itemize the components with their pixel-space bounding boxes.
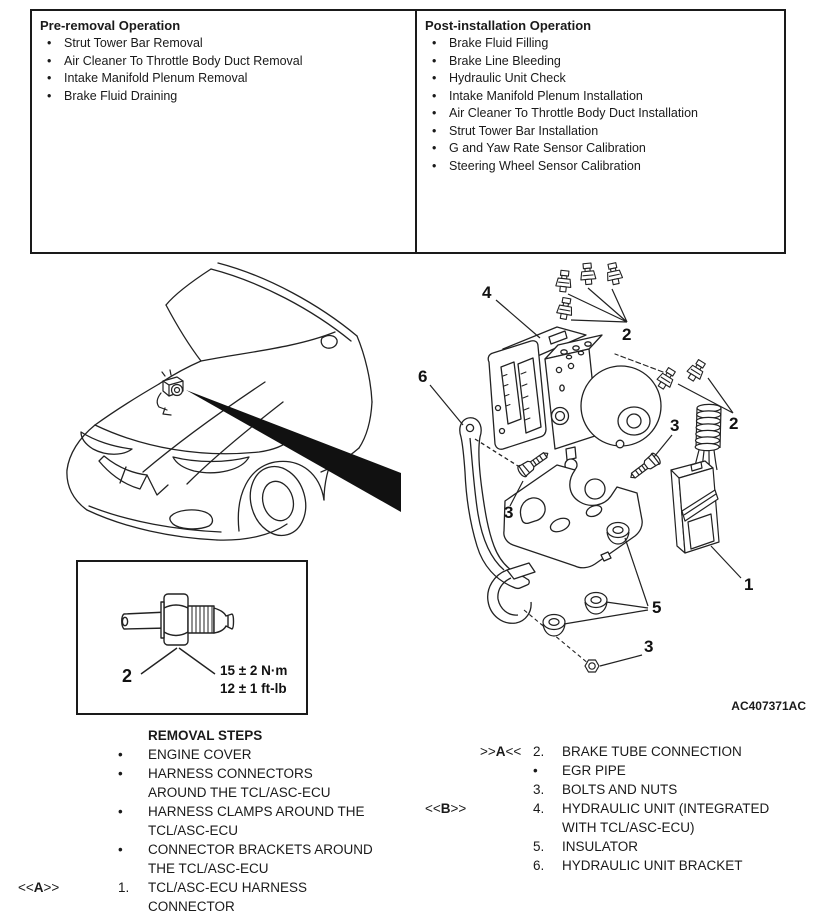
bullet-icon: • (47, 71, 52, 85)
callout-1: 1 (744, 575, 754, 594)
bullet-icon: • (47, 88, 52, 103)
list-item: • Air Cleaner To Throttle Body Duct Removal (40, 53, 407, 71)
list-item: • Hydraulic Unit Check (425, 70, 776, 88)
figure-code: AC407371AC (731, 699, 806, 713)
step-item: • HARNESS CONNECTORS AROUND THE TCL/ASC-ECU (118, 766, 331, 800)
bullet-icon: • (432, 36, 437, 50)
vehicle-location-illustration (25, 260, 435, 555)
step-number: 3. (533, 782, 545, 797)
step-number: 5. (533, 839, 545, 854)
post-installation-title: Post-installation Operation (425, 18, 592, 33)
step-item: • CONNECTOR BRACKETS AROUND THE TCL/ASC-ECU (118, 842, 373, 876)
step-number: 4. (533, 801, 545, 816)
step-item: 3. BOLTS AND NUTS (533, 782, 678, 797)
bullet-icon: • (533, 763, 538, 778)
callout-2: 2 (729, 414, 739, 433)
list-item: • G and Yaw Rate Sensor Calibration (425, 140, 776, 158)
step-number: 1. (118, 880, 130, 895)
torque-value-ftlb: 12 ± 1 ft-lb (220, 681, 287, 696)
step-item: • ENGINE COVER (118, 747, 252, 762)
list-item: • Strut Tower Bar Removal (40, 35, 407, 53)
list-item: • Strut Tower Bar Installation (425, 123, 776, 141)
bullet-icon: • (432, 158, 437, 173)
list-item: • Steering Wheel Sensor Calibration (425, 158, 776, 176)
step-item: • HARNESS CLAMPS AROUND THE TCL/ASC-ECU (118, 804, 365, 838)
step-item: >>A<< 2. BRAKE TUBE CONNECTION (480, 744, 742, 759)
bullet-icon: • (47, 36, 52, 50)
callout-3: 3 (670, 416, 680, 435)
list-item: • Brake Fluid Filling (425, 35, 776, 53)
callout-6: 6 (418, 367, 428, 386)
car-outline (67, 263, 372, 542)
list-item: • Intake Manifold Plenum Removal (40, 70, 407, 88)
callout-4: 4 (482, 283, 492, 302)
location-pointer-wedge (186, 390, 401, 512)
torque-spec-art (78, 562, 306, 713)
step-item: • EGR PIPE (533, 763, 626, 778)
step-item: <<B>> 4. HYDRAULIC UNIT (INTEGRATED WITH TCL/ASC-ECU) (425, 801, 770, 835)
bullet-icon: • (118, 804, 123, 819)
pre-removal-cell (32, 11, 417, 252)
callout-5: 5 (652, 598, 662, 617)
step-item: <<A>> 1. TCL/ASC-ECU HARNESS CONNECTOR (18, 880, 308, 914)
callout-3: 3 (644, 637, 654, 656)
torque-callout-2: 2 (122, 666, 133, 686)
bullet-icon: • (118, 842, 123, 857)
removal-steps-right-column (400, 742, 813, 875)
bullet-icon: • (432, 71, 437, 85)
list-item: • Brake Fluid Draining (40, 88, 407, 106)
bullet-icon: • (432, 53, 437, 68)
service-point-marker: >>A<< (480, 744, 522, 759)
callout-2: 2 (622, 325, 632, 344)
bracket-base-art (488, 465, 642, 664)
torque-callout-lines (141, 648, 215, 674)
bullet-icon: • (432, 106, 437, 120)
bullet-icon: • (118, 766, 123, 781)
torque-spec-box (76, 560, 308, 715)
step-number: 6. (533, 858, 545, 873)
list-item: • Brake Line Bleeding (425, 53, 776, 71)
removal-steps-left-column (0, 726, 400, 916)
exploded-view-illustration (408, 258, 808, 713)
step-item: 5. INSULATOR (533, 839, 639, 854)
removal-steps-title: REMOVAL STEPS (148, 728, 263, 743)
torque-value-nm: 15 ± 2 N·m (220, 663, 288, 678)
pre-removal-title: Pre-removal Operation (40, 18, 181, 33)
post-installation-cell (417, 11, 784, 252)
bullet-icon: • (47, 53, 52, 68)
list-item: • Intake Manifold Plenum Installation (425, 88, 776, 106)
list-item: • Air Cleaner To Throttle Body Duct Installation (425, 105, 776, 123)
callout-3: 3 (504, 503, 514, 522)
bullet-icon: • (432, 123, 437, 138)
step-item: 6. HYDRAULIC UNIT BRACKET (533, 858, 743, 873)
bullet-icon: • (432, 141, 437, 155)
bullet-icon: • (118, 747, 123, 762)
operations-table (30, 9, 786, 254)
service-point-marker: <<B>> (425, 801, 467, 816)
bullet-icon: • (432, 88, 437, 103)
service-point-marker: <<A>> (18, 880, 60, 895)
flare-nut-art (122, 594, 234, 645)
hydraulic-unit-art (488, 327, 663, 471)
step-number: 2. (533, 744, 545, 759)
